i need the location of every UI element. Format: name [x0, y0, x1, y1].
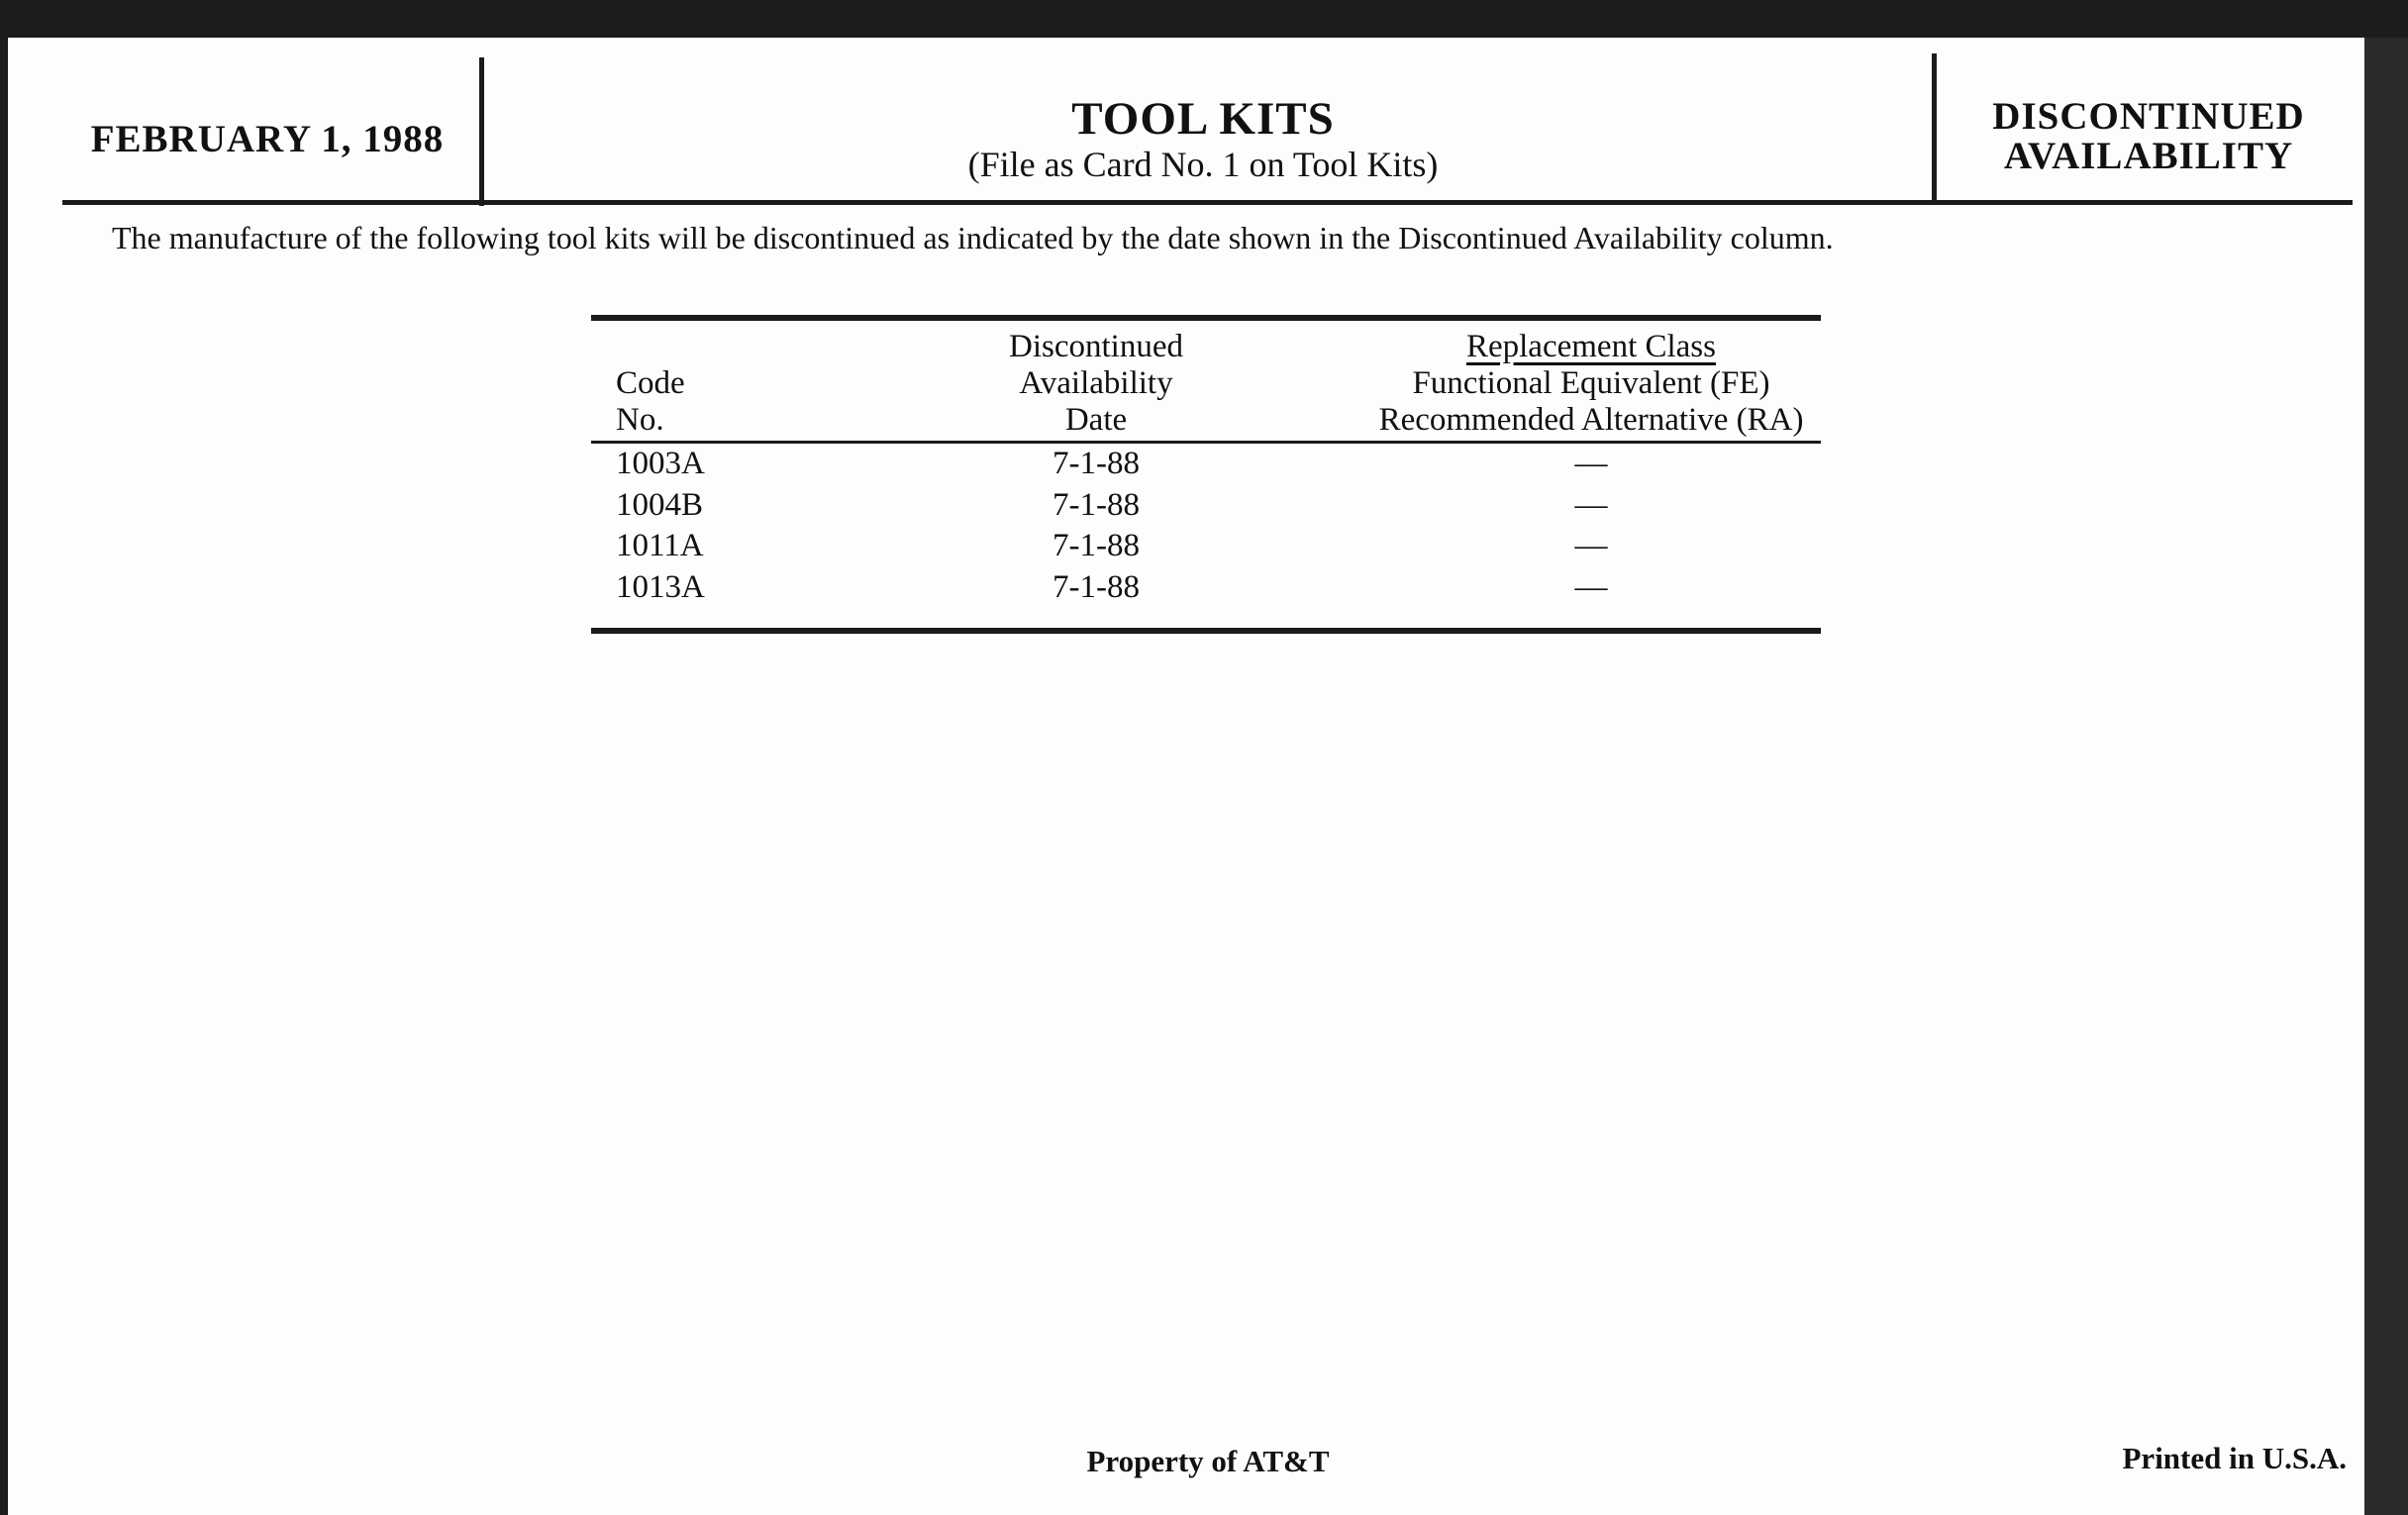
cell-date: 7-1-88: [1053, 486, 1140, 523]
cell-replacement: —: [1574, 568, 1608, 605]
column-header-date-line2: Availability: [1019, 365, 1173, 401]
header-title-block: [485, 93, 1921, 184]
table-row: [591, 526, 1821, 567]
page-title: TOOL KITS: [1071, 93, 1335, 145]
column-header-replacement: [1215, 329, 1967, 439]
intro-text: The manufacture of the following tool kits will be discontinued as indicated by the date shown in the Discontinued Availability column.: [112, 220, 1834, 255]
footer-printed: Printed in U.S.A.: [2122, 1441, 2347, 1475]
column-header-code-line2: No.: [616, 402, 664, 438]
scan-edge: [2364, 38, 2408, 1515]
footer-owner: Property of AT&T: [1086, 1444, 1330, 1478]
column-header-replacement-line3: Recommended Alternative (RA): [1378, 402, 1804, 438]
table-bottom-rule: [591, 628, 1821, 634]
cell-code: 1003A: [616, 446, 705, 481]
table-header: [591, 321, 1821, 441]
header-rule: [62, 200, 2353, 205]
cell-code: 1013A: [616, 568, 705, 605]
cell-date: 7-1-88: [1053, 568, 1140, 605]
column-header-date-line3: Date: [1064, 402, 1128, 438]
column-header-replacement-line2: Functional Equivalent (FE): [1412, 365, 1770, 401]
column-header-date-line1: Discontinued: [1009, 329, 1183, 364]
cell-date: 7-1-88: [1053, 528, 1140, 563]
document-card: [8, 38, 2364, 1515]
tool-kits-table: [591, 315, 1821, 634]
table-row: [591, 567, 1821, 609]
cell-date: 7-1-88: [1053, 446, 1140, 481]
column-header-code: [616, 365, 685, 439]
cell-replacement: —: [1574, 486, 1608, 523]
header-status: [1936, 97, 2361, 176]
table-row: [591, 485, 1821, 527]
table-row: [591, 444, 1821, 485]
header-date: FEBRUARY 1, 1988: [90, 118, 445, 160]
page-subtitle: (File as Card No. 1 on Tool Kits): [967, 145, 1439, 184]
header-status-line1: DISCONTINUED: [1992, 95, 2305, 138]
cell-code: 1011A: [616, 528, 704, 563]
column-header-replacement-line1: Replacement Class: [1465, 329, 1716, 364]
cell-replacement: —: [1574, 528, 1608, 563]
cell-code: 1004B: [616, 486, 704, 523]
column-header-code-line1: Code: [616, 365, 685, 401]
header-status-line2: AVAILABILITY: [2003, 135, 2294, 177]
cell-replacement: —: [1574, 446, 1608, 481]
